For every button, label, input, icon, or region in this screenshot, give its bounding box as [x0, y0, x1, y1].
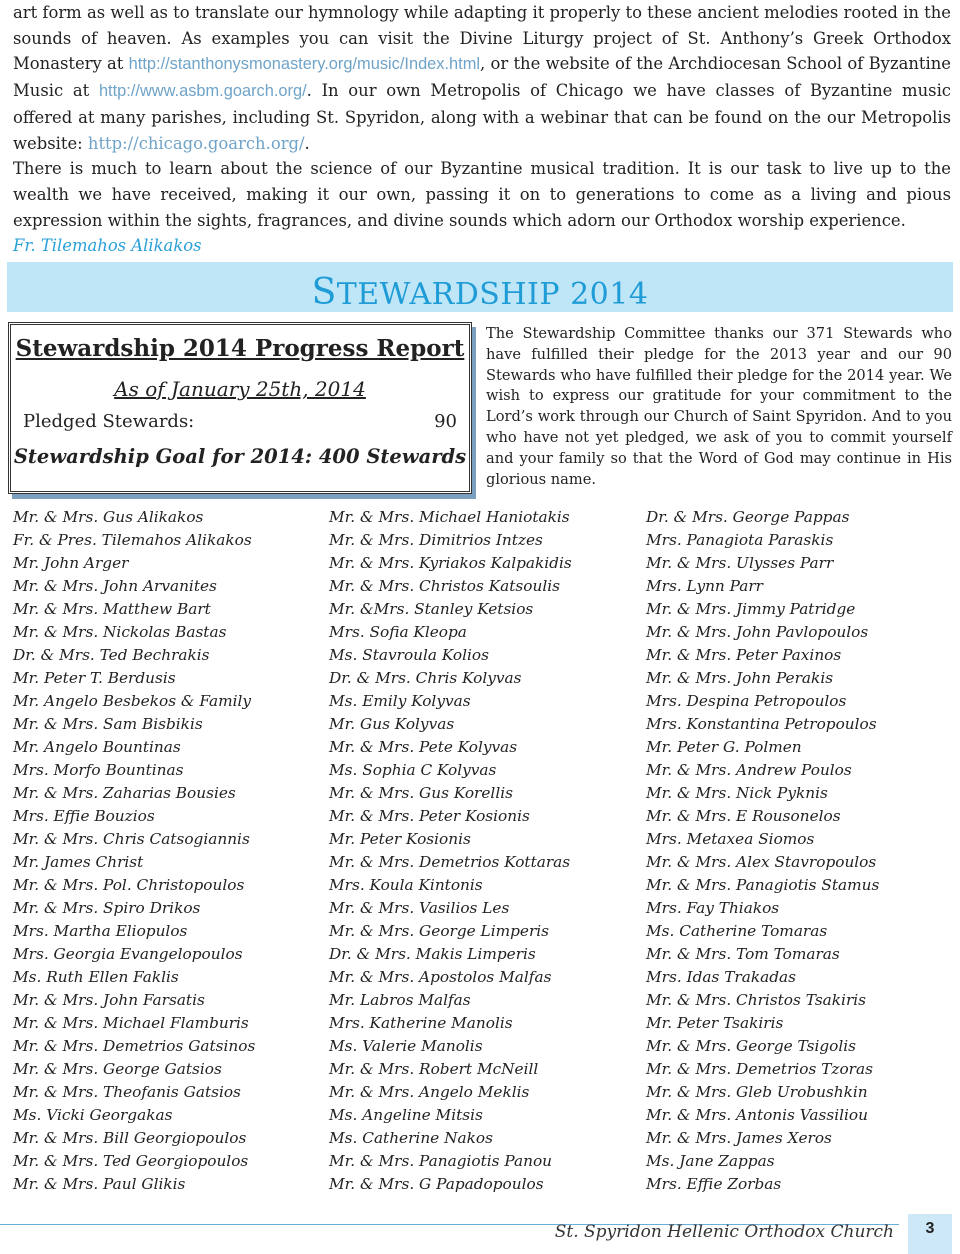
steward-name: Dr. & Mrs. Chris Kolyvas — [329, 669, 522, 687]
asbm-link[interactable]: http://www.asbm.goarch.org/ — [98, 82, 307, 101]
steward-name: Mr. Gus Kolyvas — [329, 715, 455, 733]
steward-name: Mr. & Mrs. Peter Paxinos — [646, 646, 842, 664]
steward-name: Mr. Peter Tsakiris — [646, 1014, 784, 1032]
steward-name: Mr. & Mrs. Zaharias Bousies — [13, 784, 236, 802]
steward-name: Mr. & Mrs. Paul Glikis — [13, 1175, 186, 1193]
steward-name: Mrs. Effie Bouzios — [13, 807, 155, 825]
steward-name: Mr. John Arger — [13, 554, 129, 572]
steward-name: Mr. & Mrs. Dimitrios Intzes — [329, 531, 543, 549]
steward-name: Mr. & Mrs. Sam Bisbikis — [13, 715, 203, 733]
steward-name: Mr. & Mrs. Vasilios Les — [329, 899, 510, 917]
steward-name: Ms. Vicki Georgakas — [13, 1106, 173, 1124]
steward-name: Mrs. Koula Kintonis — [329, 876, 483, 894]
steward-name: Mr. & Mrs. John Perakis — [646, 669, 834, 687]
steward-name: Mr. & Mrs. Tom Tomaras — [646, 945, 840, 963]
steward-name: Ms. Jane Zappas — [646, 1152, 775, 1170]
steward-name: Dr. & Mrs. Makis Limperis — [329, 945, 536, 963]
pledged-value: 90 — [434, 411, 457, 432]
steward-name: Mr. & Mrs. Spiro Drikos — [13, 899, 201, 917]
steward-name: Mrs. Effie Zorbas — [646, 1175, 782, 1193]
steward-name: Mr. Peter T. Berdusis — [13, 669, 176, 687]
section-title-rest: TEWARDSHIP 2014 — [336, 277, 649, 312]
steward-name: Mr. & Mrs. Pol. Christopoulos — [13, 876, 245, 894]
pledged-label: Pledged Stewards: — [23, 411, 195, 432]
intro-text — [13, 0, 951, 259]
steward-name: Dr. & Mrs. George Pappas — [646, 508, 850, 526]
steward-name: Mr. Peter Kosionis — [329, 830, 471, 848]
steward-name: Mr. & Mrs. E Rousonelos — [646, 807, 841, 825]
report-date: As of January 25th, 2014 — [114, 377, 366, 401]
steward-name: Mr. & Mrs. Kyriakos Kalpakidis — [329, 554, 572, 572]
steward-name: Mrs. Martha Eliopulos — [13, 922, 188, 940]
steward-name: Mr. & Mrs. Ulysses Parr — [646, 554, 834, 572]
steward-name: Mr. & Mrs. Nickolas Bastas — [13, 623, 227, 641]
steward-name: Mr. & Mrs. Theofanis Gatsios — [13, 1083, 241, 1101]
steward-name: Mr. & Mrs. Panagiotis Panou — [329, 1152, 553, 1170]
steward-name: Mr. & Mrs. Apostolos Malfas — [329, 968, 552, 986]
steward-name: Mrs. Sofia Kleopa — [329, 623, 467, 641]
stewards-column-1 — [13, 506, 323, 1196]
steward-name: Mr. & Mrs. Peter Kosionis — [329, 807, 530, 825]
steward-name: Mr. & Mrs. Christos Katsoulis — [329, 577, 560, 595]
steward-name: Mr. Labros Malfas — [329, 991, 471, 1009]
intro-text-segment: . In our own Metropolis of Chicago we have classes of Byzantine music offered at many parishes, including St. Spyridon, along with a webinar that can be found on the our Metropolis website: — [13, 81, 951, 153]
metropolis-link[interactable]: http://chicago.goarch.org/ — [87, 133, 305, 153]
steward-name: Ms. Catherine Tomaras — [646, 922, 828, 940]
steward-name: Mr. & Mrs. Michael Haniotakis — [329, 508, 570, 526]
pledged-row — [23, 411, 457, 432]
stewardship-goal: Stewardship Goal for 2014: 400 Stewards — [13, 445, 467, 468]
intro-text-segment: , or the website of the Archdiocesan School of Byzantine Music at — [13, 54, 951, 101]
signature: Fr. Tilemahos Alikakos — [13, 236, 202, 256]
steward-name: Mr. & Mrs. Jimmy Patridge — [646, 600, 856, 618]
steward-name: Mr. James Christ — [13, 853, 144, 871]
steward-name: Mrs. Idas Trakadas — [646, 968, 797, 986]
steward-name: Mr. &Mrs. Stanley Ketsios — [329, 600, 534, 618]
steward-name: Mrs. Fay Thiakos — [646, 899, 780, 917]
footer-church-name: St. Spyridon Hellenic Orthodox Church — [554, 1222, 894, 1242]
steward-name: Ms. Emily Kolyvas — [329, 692, 471, 710]
steward-name: Mr. & Mrs. George Gatsios — [13, 1060, 222, 1078]
steward-name: Mrs. Morfo Bountinas — [13, 761, 184, 779]
steward-name: Ms. Stavroula Kolios — [329, 646, 489, 664]
steward-name: Mr. & Mrs. Demetrios Tzoras — [646, 1060, 873, 1078]
intro-paragraph-1 — [13, 0, 951, 156]
steward-name: Mr. & Mrs. George Limperis — [329, 922, 550, 940]
steward-name: Mr. & Mrs. Ted Georgiopoulos — [13, 1152, 249, 1170]
steward-name: Mr. & Mrs. Chris Catsogiannis — [13, 830, 250, 848]
page-footer — [0, 1214, 960, 1254]
steward-name: Mrs. Lynn Parr — [646, 577, 763, 595]
steward-name: Mr. & Mrs. Andrew Poulos — [646, 761, 852, 779]
steward-name: Ms. Sophia C Kolyvas — [329, 761, 497, 779]
steward-name: Mr. & Mrs. Antonis Vassiliou — [646, 1106, 868, 1124]
steward-name: Ms. Angeline Mitsis — [329, 1106, 483, 1124]
steward-name: Mr. & Mrs. Demetrios Kottaras — [329, 853, 571, 871]
steward-name: Dr. & Mrs. Ted Bechrakis — [13, 646, 210, 664]
steward-name: Mr. & Mrs. Michael Flamburis — [13, 1014, 249, 1032]
steward-name: Mr. & Mrs. Gus Korellis — [329, 784, 513, 802]
steward-name: Mr. & Mrs. Gleb Urobushkin — [646, 1083, 868, 1101]
thanks-paragraph: The Stewardship Committee thanks our 371 Stewards who have fulfilled their pledge for the 2013 year and our 90 Stewards who have fulfilled their pledge for the 2014 year. We wish to express our gratitude for your commitment to the Lord’s work through our Church of Saint Spyridon. And to you who have not yet pledged, we ask of you to commit yourself and your family so that the Word of God may continue in His glorious name. — [486, 325, 952, 488]
section-title-initial: S — [311, 272, 337, 313]
steward-name: Mr. & Mrs. Matthew Bart — [13, 600, 211, 618]
steward-name: Mr. Angelo Bountinas — [13, 738, 181, 756]
steward-name: Mr. & Mrs. Robert McNeill — [329, 1060, 539, 1078]
steward-name: Mr. & Mrs. Nick Pyknis — [646, 784, 828, 802]
steward-name: Mrs. Panagiota Paraskis — [646, 531, 834, 549]
steward-name: Fr. & Pres. Tilemahos Alikakos — [13, 531, 252, 549]
intro-text-segment: . — [304, 133, 310, 153]
steward-name: Mrs. Katherine Manolis — [329, 1014, 513, 1032]
steward-name: Mrs. Georgia Evangelopoulos — [13, 945, 243, 963]
steward-name: Mr. & Mrs. John Pavlopoulos — [646, 623, 869, 641]
steward-name: Mr. & Mrs. Christos Tsakiris — [646, 991, 867, 1009]
intro-text-segment: art form as well as to translate our hymnology while adapting it properly to these ancient melodies rooted in the sounds of heaven. As examples you can visit the Divine Liturgy project of St. Anthony’s Greek Orthodox Monastery at — [13, 3, 951, 74]
steward-name: Mr. & Mrs. Pete Kolyvas — [329, 738, 518, 756]
page-number: 3 — [908, 1214, 952, 1254]
section-title — [0, 272, 960, 313]
steward-name: Mr. & Mrs. John Farsatis — [13, 991, 205, 1009]
steward-name: Mr. & Mrs. James Xeros — [646, 1129, 832, 1147]
steward-name: Mrs. Konstantina Petropoulos — [646, 715, 877, 733]
steward-name: Mr. Peter G. Polmen — [646, 738, 802, 756]
steward-name: Mr. & Mrs. Demetrios Gatsinos — [13, 1037, 256, 1055]
steward-name: Mr. Angelo Besbekos & Family — [13, 692, 252, 710]
steward-name: Mr. & Mrs. Angelo Meklis — [329, 1083, 530, 1101]
steward-name: Mr. & Mrs. John Arvanites — [13, 577, 217, 595]
steward-name: Mrs. Despina Petropoulos — [646, 692, 847, 710]
steward-name: Mr. & Mrs. Gus Alikakos — [13, 508, 204, 526]
steward-name: Mr. & Mrs. George Tsigolis — [646, 1037, 857, 1055]
steward-name: Mrs. Metaxea Siomos — [646, 830, 815, 848]
steward-name: Ms. Valerie Manolis — [329, 1037, 483, 1055]
stewards-column-2 — [329, 506, 639, 1196]
report-title: Stewardship 2014 Progress Report — [15, 335, 465, 362]
steward-name: Ms. Catherine Nakos — [329, 1129, 493, 1147]
intro-paragraph-2: There is much to learn about the science of our Byzantine musical tradition. It is our task to live up to the wealth we have received, making it our own, passing it on to generations to come as a living and pious expression within the sights, fragrances, and divine sounds which adorn our Orthodox worship experience. — [13, 159, 951, 230]
stewards-column-3 — [646, 506, 956, 1196]
steward-name: Mr. & Mrs. G Papadopoulos — [329, 1175, 544, 1193]
steward-name: Ms. Ruth Ellen Faklis — [13, 968, 179, 986]
steward-name: Mr. & Mrs. Bill Georgiopoulos — [13, 1129, 247, 1147]
steward-name: Mr. & Mrs. Alex Stavropoulos — [646, 853, 877, 871]
monastery-link[interactable]: http://stanthonysmonastery.org/music/Index.html — [128, 55, 481, 74]
steward-name: Mr. & Mrs. Panagiotis Stamus — [646, 876, 880, 894]
progress-report-box — [8, 322, 472, 494]
